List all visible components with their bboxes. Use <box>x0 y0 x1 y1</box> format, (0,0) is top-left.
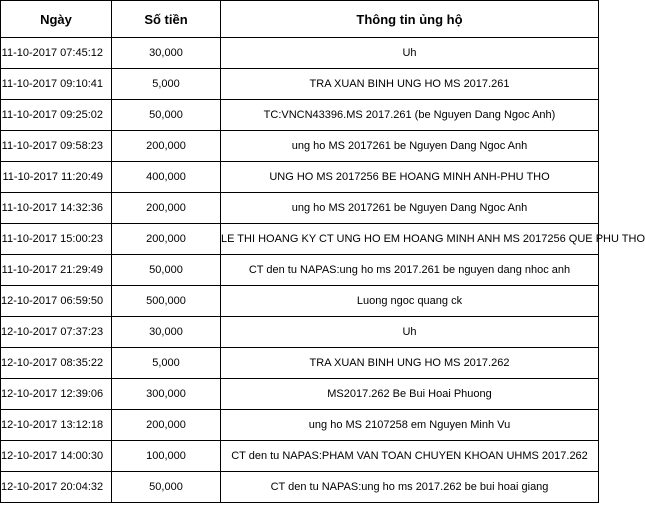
info-cell: Uh <box>221 38 599 69</box>
date-cell: 11-10-2017 21:29:49 <box>1 255 112 286</box>
info-cell: Uh <box>221 317 599 348</box>
table-row <box>1 348 599 379</box>
date-cell: 11-10-2017 07:45:12 <box>1 38 112 69</box>
amount-cell: 50,000 <box>112 100 221 131</box>
date-cell: 11-10-2017 14:32:36 <box>1 193 112 224</box>
info-cell: ung ho MS 2107258 em Nguyen Minh Vu <box>221 410 599 441</box>
table-row <box>1 69 599 100</box>
amount-cell: 500,000 <box>112 286 221 317</box>
amount-cell: 100,000 <box>112 441 221 472</box>
info-cell: ung ho MS 2017261 be Nguyen Dang Ngoc Anh <box>221 193 599 224</box>
date-cell: 12-10-2017 14:00:30 <box>1 441 112 472</box>
amount-cell: 200,000 <box>112 410 221 441</box>
amount-cell: 300,000 <box>112 379 221 410</box>
date-cell: 12-10-2017 20:04:32 <box>1 472 112 503</box>
info-cell: CT den tu NAPAS:PHAM VAN TOAN CHUYEN KHOAN UHMS 2017.262 <box>221 441 599 472</box>
amount-cell: 5,000 <box>112 69 221 100</box>
amount-cell: 30,000 <box>112 317 221 348</box>
date-cell: 12-10-2017 08:35:22 <box>1 348 112 379</box>
header-date: Ngày <box>1 1 112 38</box>
amount-cell: 50,000 <box>112 472 221 503</box>
table-row <box>1 193 599 224</box>
date-cell: 11-10-2017 09:25:02 <box>1 100 112 131</box>
date-cell: 12-10-2017 06:59:50 <box>1 286 112 317</box>
table-row <box>1 131 599 162</box>
table-row <box>1 410 599 441</box>
table-row <box>1 286 599 317</box>
table-body <box>1 38 645 503</box>
info-cell: CT den tu NAPAS:ung ho ms 2017.262 be bui hoai giang <box>221 472 599 503</box>
date-cell: 11-10-2017 09:58:23 <box>1 131 112 162</box>
info-cell: TC:VNCN43396.MS 2017.261 (be Nguyen Dang Ngoc Anh) <box>221 100 599 131</box>
date-cell: 11-10-2017 11:20:49 <box>1 162 112 193</box>
info-cell: MS2017.262 Be Bui Hoai Phuong <box>221 379 599 410</box>
amount-cell: 200,000 <box>112 131 221 162</box>
amount-cell: 30,000 <box>112 38 221 69</box>
table-row <box>1 317 599 348</box>
table-row <box>1 38 599 69</box>
date-cell: 11-10-2017 15:00:23 <box>1 224 112 255</box>
info-cell: TRA XUAN BINH UNG HO MS 2017.262 <box>221 348 599 379</box>
info-cell: LE THI HOANG KY CT UNG HO EM HOANG MINH ANH MS 2017256 QUE PHU THO <box>221 224 599 255</box>
info-cell: Luong ngoc quang ck <box>221 286 599 317</box>
amount-cell: 50,000 <box>112 255 221 286</box>
header-info: Thông tin ủng hộ <box>221 1 599 38</box>
info-cell: ung ho MS 2017261 be Nguyen Dang Ngoc Anh <box>221 131 599 162</box>
table-row <box>1 379 599 410</box>
header-row <box>1 1 599 38</box>
info-cell: TRA XUAN BINH UNG HO MS 2017.261 <box>221 69 599 100</box>
table-row <box>1 224 599 255</box>
table-row <box>1 255 599 286</box>
amount-cell: 200,000 <box>112 224 221 255</box>
table-row <box>1 472 599 503</box>
date-cell: 12-10-2017 13:12:18 <box>1 410 112 441</box>
info-cell: CT den tu NAPAS:ung ho ms 2017.261 be nguyen dang nhoc anh <box>221 255 599 286</box>
amount-cell: 5,000 <box>112 348 221 379</box>
date-cell: 11-10-2017 09:10:41 <box>1 69 112 100</box>
date-cell: 12-10-2017 07:37:23 <box>1 317 112 348</box>
info-cell: UNG HO MS 2017256 BE HOANG MINH ANH-PHU THO <box>221 162 599 193</box>
table-row <box>1 162 599 193</box>
header-amount: Số tiền <box>112 1 221 38</box>
amount-cell: 200,000 <box>112 193 221 224</box>
date-cell: 12-10-2017 12:39:06 <box>1 379 112 410</box>
amount-cell: 400,000 <box>112 162 221 193</box>
table-row <box>1 441 599 472</box>
table-row <box>1 100 599 131</box>
